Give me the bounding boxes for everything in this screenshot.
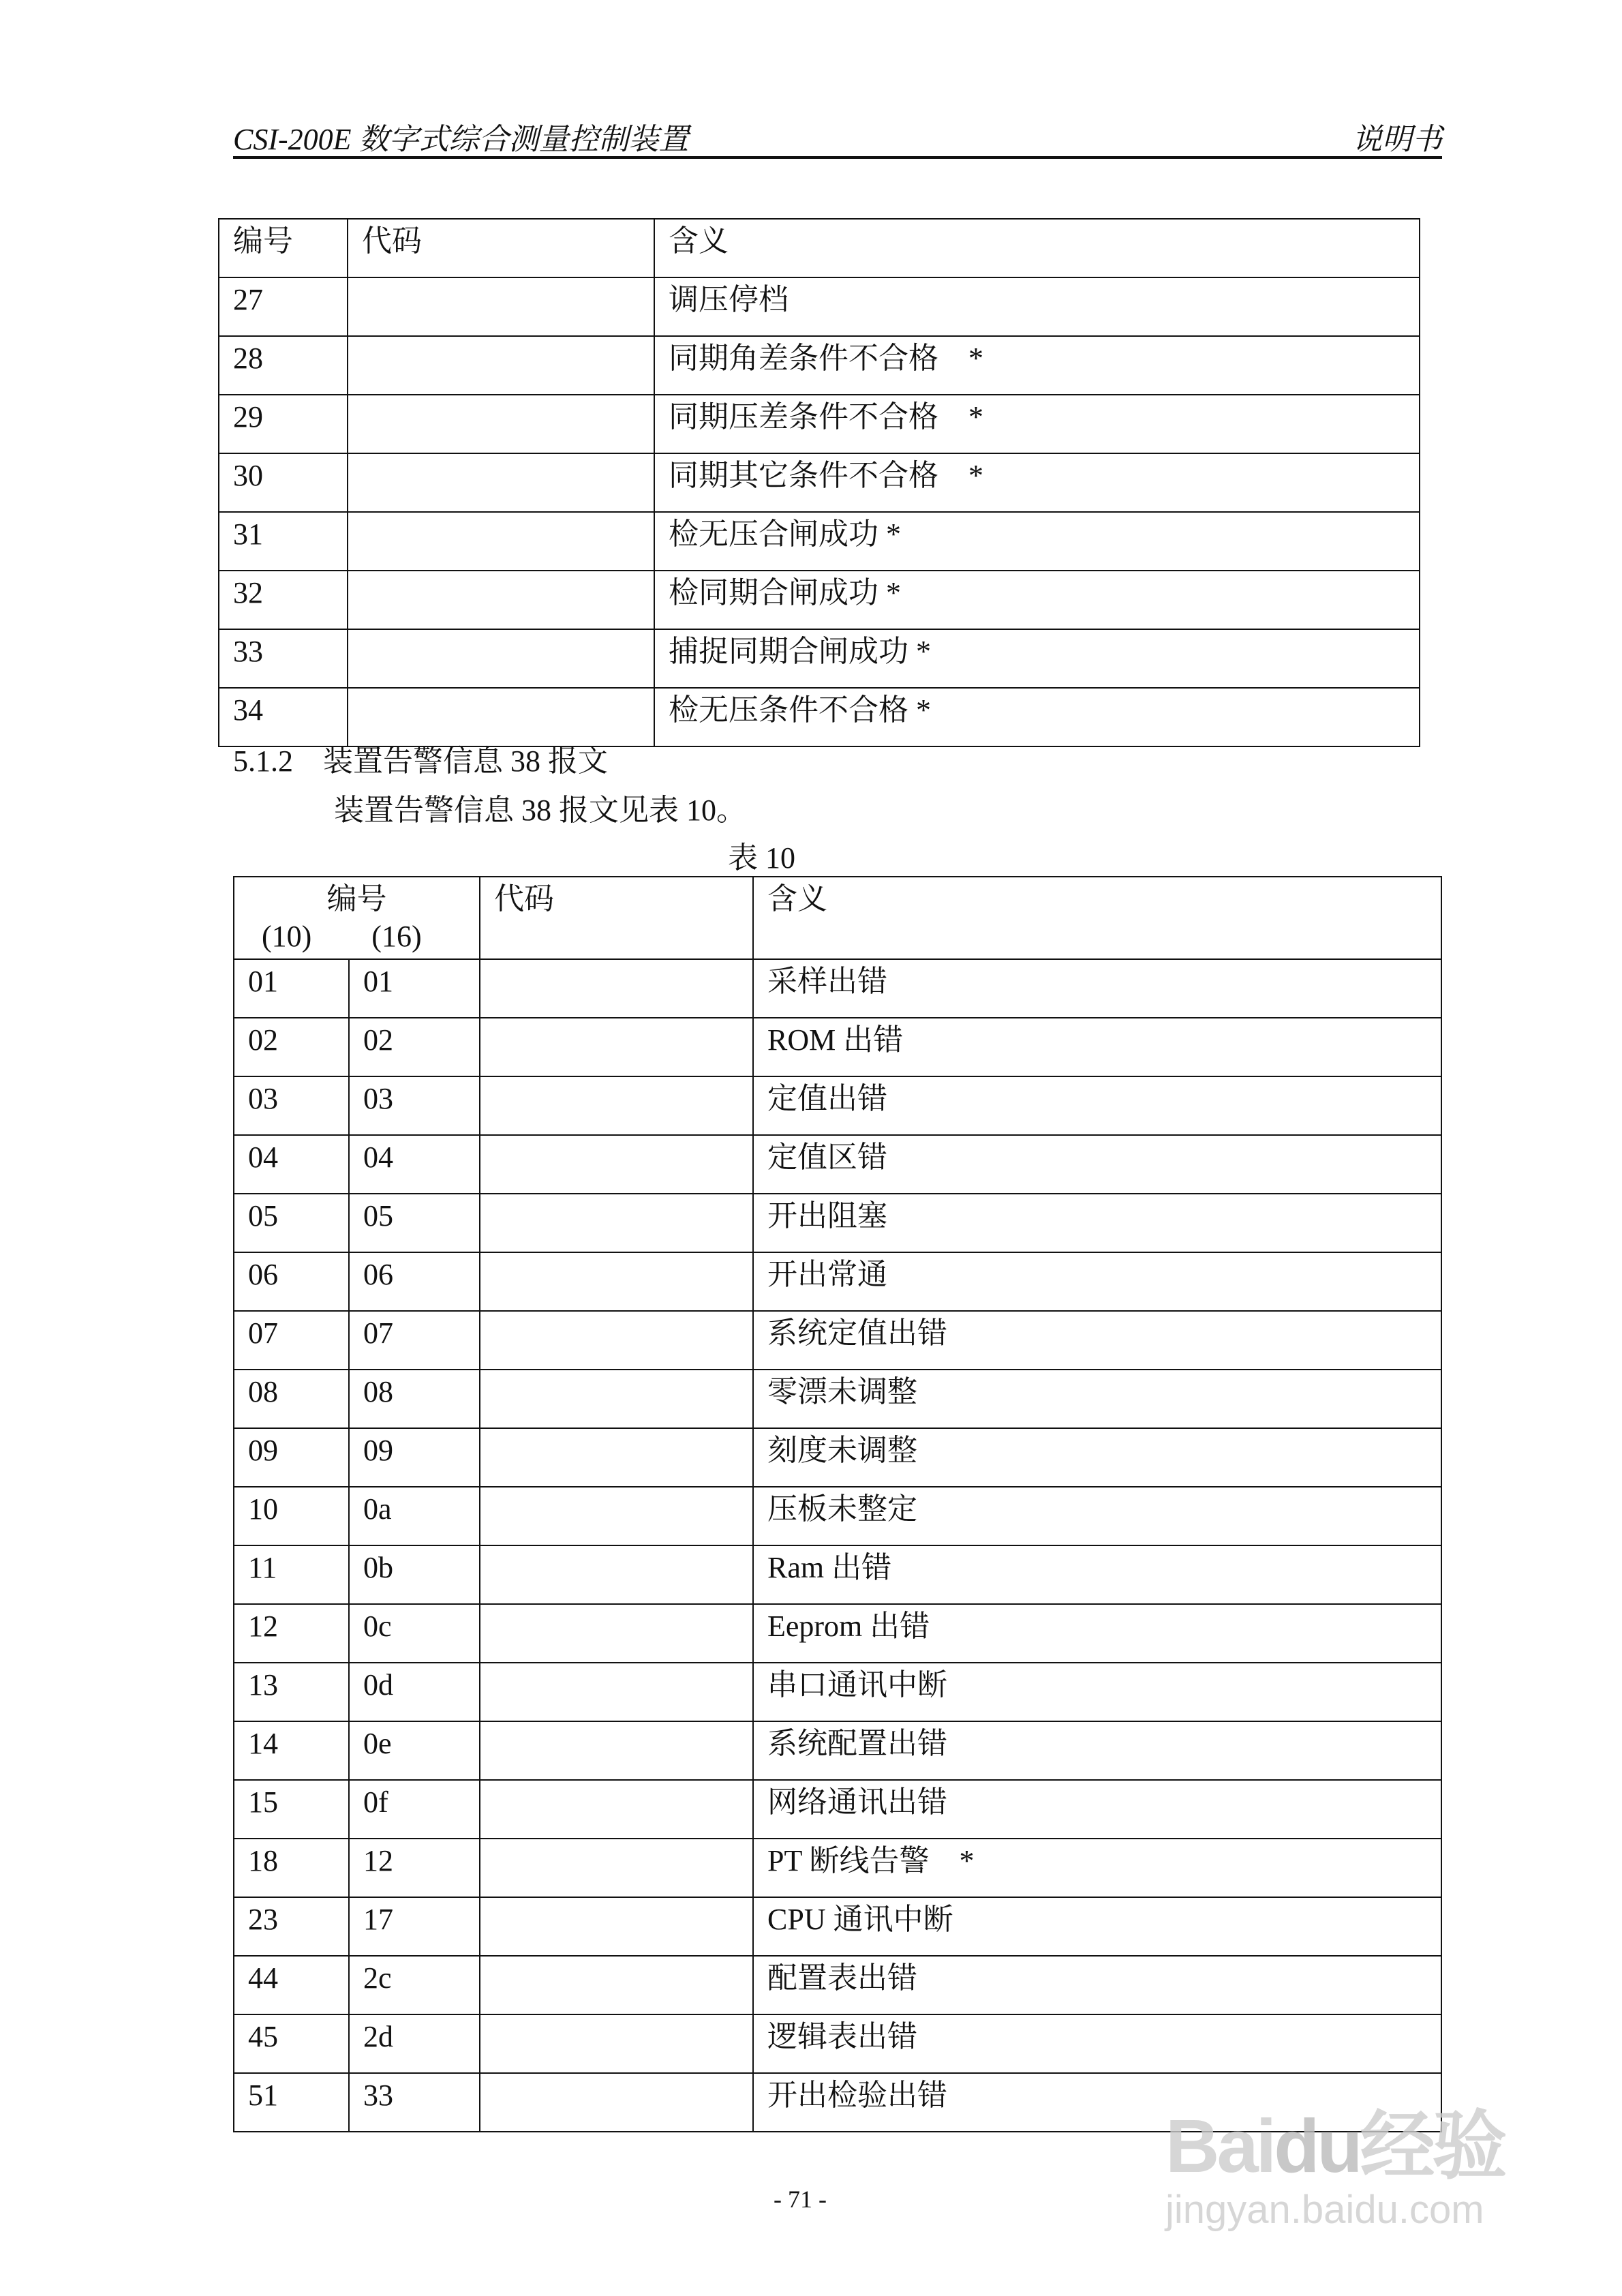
table-cell: [348, 453, 654, 512]
table-cell: [348, 336, 654, 395]
table-cell: 系统定值出错: [753, 1311, 1441, 1370]
table-cell: ROM 出错: [753, 1018, 1441, 1076]
table-cell: 30: [219, 453, 348, 512]
table-cell: [480, 1018, 753, 1076]
header-meaning: 含义: [753, 877, 1441, 959]
table-cell: 08: [349, 1370, 480, 1428]
table-cell: 07: [234, 1311, 349, 1370]
table-header-cell: 代码: [348, 219, 654, 277]
table-cell: 05: [349, 1194, 480, 1252]
table-cell: 0b: [349, 1545, 480, 1604]
table-row: [234, 1545, 1441, 1604]
table-cell: [480, 1487, 753, 1545]
table-row: [234, 1076, 1441, 1135]
table-cell: 04: [234, 1135, 349, 1194]
table-cell: [480, 2014, 753, 2073]
table-row: [234, 1721, 1441, 1780]
table-codes-continued: [218, 218, 1420, 747]
table-cell: 28: [219, 336, 348, 395]
table-cell: 开出常通: [753, 1252, 1441, 1311]
table-cell: 29: [219, 395, 348, 453]
page-number: - 71 -: [774, 2186, 827, 2213]
table-cell: 零漂未调整: [753, 1370, 1441, 1428]
table-cell: 44: [234, 1956, 349, 2014]
table-cell: [480, 1839, 753, 1897]
table-cell: 27: [219, 277, 348, 336]
table-row: [234, 2014, 1441, 2073]
table-cell: 10: [234, 1487, 349, 1545]
table-cell: [480, 1780, 753, 1839]
table-cell: [480, 959, 753, 1018]
table-row: [219, 453, 1420, 512]
table-cell: PT 断线告警 *: [753, 1839, 1441, 1897]
table-cell: 同期其它条件不合格 *: [654, 453, 1420, 512]
table-header-cell: 编号: [219, 219, 348, 277]
table-cell: 开出阻塞: [753, 1194, 1441, 1252]
table-row: [219, 512, 1420, 571]
table-row: [234, 1897, 1441, 1956]
table-cell: 2d: [349, 2014, 480, 2073]
table-row: [219, 571, 1420, 629]
table-cell: [480, 1545, 753, 1604]
table-cell: 刻度未调整: [753, 1428, 1441, 1487]
table-cell: 同期角差条件不合格 *: [654, 336, 1420, 395]
table-cell: 04: [349, 1135, 480, 1194]
table-cell: 0c: [349, 1604, 480, 1663]
table-cell: 配置表出错: [753, 1956, 1441, 2014]
table-cell: 检无压合闸成功 *: [654, 512, 1420, 571]
table-cell: [480, 1370, 753, 1428]
table-cell: [480, 1252, 753, 1311]
section-heading: 5.1.2 装置告警信息 38 报文: [233, 744, 608, 778]
table-row: [219, 336, 1420, 395]
table-cell: 05: [234, 1194, 349, 1252]
table-cell: 02: [349, 1018, 480, 1076]
table-cell: 2c: [349, 1956, 480, 2014]
table-cell: [480, 1956, 753, 2014]
table-cell: 01: [349, 959, 480, 1018]
table-cell: 13: [234, 1663, 349, 1721]
table-cell: 51: [234, 2073, 349, 2132]
table-caption: 表 10: [728, 841, 795, 875]
table-cell: 06: [234, 1252, 349, 1311]
table-cell: 捕捉同期合闸成功 *: [654, 629, 1420, 688]
table-cell: 网络通讯出错: [753, 1780, 1441, 1839]
table-cell: [480, 1311, 753, 1370]
table-cell: 08: [234, 1370, 349, 1428]
table-cell: [348, 395, 654, 453]
table-cell: [480, 2073, 753, 2132]
table-row: [234, 1487, 1441, 1545]
table-row: [219, 629, 1420, 688]
table-row: [234, 959, 1441, 1018]
table-row: [234, 1604, 1441, 1663]
table-row: [234, 1780, 1441, 1839]
header-num: [234, 877, 480, 959]
table-cell: 0f: [349, 1780, 480, 1839]
baidu-watermark: Baidu经验 jingyan.baidu.com: [1165, 2104, 1505, 2232]
table-row: [234, 1135, 1441, 1194]
table-cell: 0a: [349, 1487, 480, 1545]
table-10-alarm-codes: [233, 876, 1442, 2132]
table-cell: 03: [234, 1076, 349, 1135]
header-code: 代码: [480, 877, 753, 959]
table-cell: 检无压条件不合格 *: [654, 688, 1420, 746]
table-row: [234, 1839, 1441, 1897]
section-text: 装置告警信息 38 报文见表 10。: [334, 794, 746, 827]
table-row: [234, 1252, 1441, 1311]
table-cell: [348, 629, 654, 688]
header-num-label: 编号: [326, 882, 387, 916]
table-cell: 0d: [349, 1663, 480, 1721]
table-row: [234, 1311, 1441, 1370]
table-cell: 32: [219, 571, 348, 629]
table-cell: 45: [234, 2014, 349, 2073]
table-cell: CPU 通讯中断: [753, 1897, 1441, 1956]
table-cell: 23: [234, 1897, 349, 1956]
table-cell: 34: [219, 688, 348, 746]
table-cell: 02: [234, 1018, 349, 1076]
table-cell: [480, 1604, 753, 1663]
table-cell: 串口通讯中断: [753, 1663, 1441, 1721]
table-cell: 12: [234, 1604, 349, 1663]
table-cell: [348, 571, 654, 629]
table-cell: 09: [234, 1428, 349, 1487]
table-cell: [480, 1076, 753, 1135]
table-row: [234, 1428, 1441, 1487]
table-cell: [480, 1194, 753, 1252]
table-cell: [480, 1721, 753, 1780]
table-cell: 17: [349, 1897, 480, 1956]
table-row: [234, 1370, 1441, 1428]
table-cell: 采样出错: [753, 959, 1441, 1018]
table-cell: 检同期合闸成功 *: [654, 571, 1420, 629]
table-cell: 14: [234, 1721, 349, 1780]
table-cell: 31: [219, 512, 348, 571]
document-header-right: 说明书: [1352, 123, 1442, 156]
table-cell: 03: [349, 1076, 480, 1135]
table-row: [219, 395, 1420, 453]
table-cell: [348, 277, 654, 336]
table-cell: 01: [234, 959, 349, 1018]
table-cell: 18: [234, 1839, 349, 1897]
table-cell: 33: [219, 629, 348, 688]
table-cell: 系统配置出错: [753, 1721, 1441, 1780]
table-row: [234, 1663, 1441, 1721]
table-header-row: [234, 877, 1441, 959]
table-cell: 同期压差条件不合格 *: [654, 395, 1420, 453]
table-cell: 逻辑表出错: [753, 2014, 1441, 2073]
table-cell: 开出检验出错: [753, 2073, 1441, 2132]
table-cell: [480, 1897, 753, 1956]
table-cell: 0e: [349, 1721, 480, 1780]
table-cell: 09: [349, 1428, 480, 1487]
table-header-row: [219, 219, 1420, 277]
table-cell: 定值出错: [753, 1076, 1441, 1135]
table-cell: 07: [349, 1311, 480, 1370]
table-cell: 定值区错: [753, 1135, 1441, 1194]
table-cell: 06: [349, 1252, 480, 1311]
table-cell: 调压停档: [654, 277, 1420, 336]
header-num-sub: (10) (16): [262, 920, 422, 953]
table-cell: Ram 出错: [753, 1545, 1441, 1604]
table-cell: [480, 1428, 753, 1487]
table-cell: 压板未整定: [753, 1487, 1441, 1545]
table-row: [234, 1956, 1441, 2014]
header-divider: [233, 156, 1442, 159]
table-cell: Eeprom 出错: [753, 1604, 1441, 1663]
table-row: [234, 1194, 1441, 1252]
table-cell: [480, 1135, 753, 1194]
table-row: [219, 277, 1420, 336]
table-header-cell: 含义: [654, 219, 1420, 277]
document-header-title: CSI-200E 数字式综合测量控制装置: [233, 123, 689, 156]
table-cell: 12: [349, 1839, 480, 1897]
table-row: [234, 1018, 1441, 1076]
table-cell: 11: [234, 1545, 349, 1604]
table-cell: 33: [349, 2073, 480, 2132]
table-cell: [480, 1663, 753, 1721]
table-cell: 15: [234, 1780, 349, 1839]
table-cell: [348, 512, 654, 571]
